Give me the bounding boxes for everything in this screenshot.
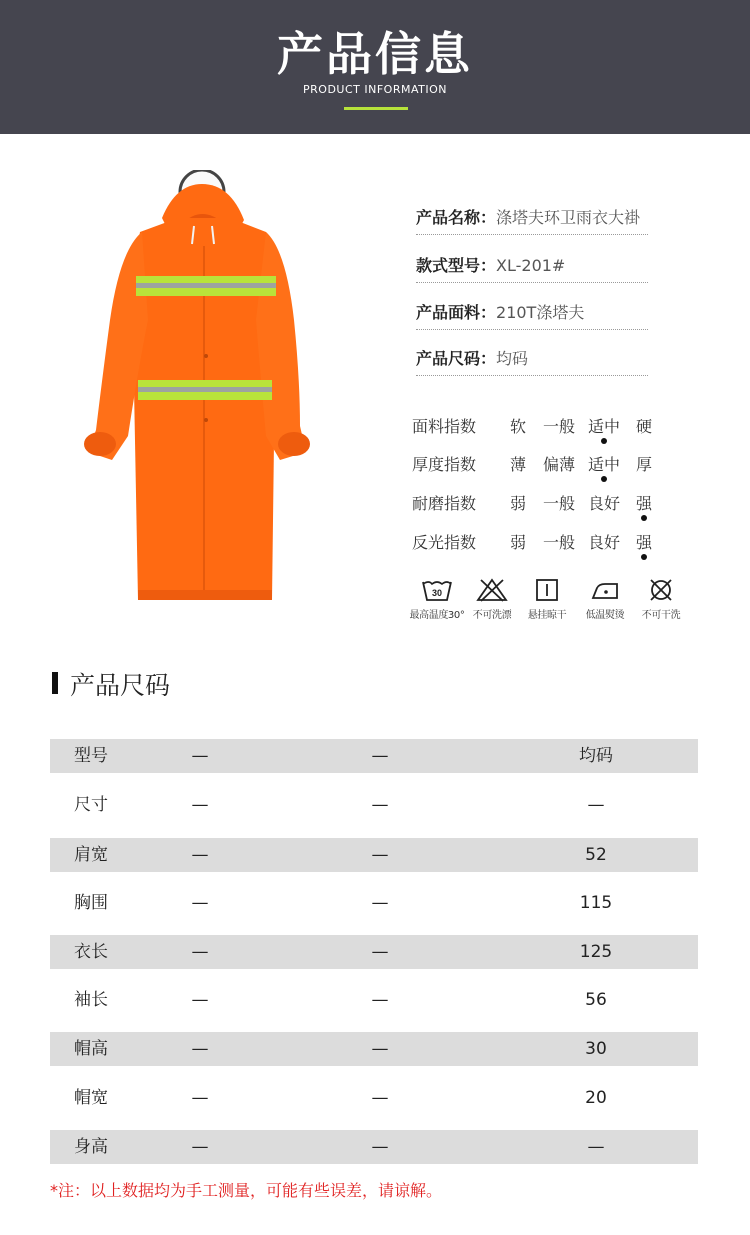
info-value: 均码 bbox=[496, 349, 529, 368]
cell: — bbox=[191, 795, 209, 815]
no-dry-clean-icon bbox=[645, 578, 677, 602]
page-subtitle: PRODUCT INFORMATION bbox=[303, 83, 447, 96]
table-row bbox=[50, 983, 698, 1017]
row-name: 衣长 bbox=[74, 942, 108, 962]
cell: — bbox=[371, 990, 389, 1010]
info-value: XL-201# bbox=[496, 256, 566, 275]
info-row-size bbox=[416, 346, 648, 376]
cell: — bbox=[371, 845, 389, 865]
info-label: 产品面料： bbox=[416, 303, 497, 322]
index-row-reflectivity bbox=[412, 530, 672, 556]
section-title-bar bbox=[52, 672, 58, 694]
cell: — bbox=[371, 746, 389, 766]
cell: — bbox=[191, 746, 209, 766]
cell: — bbox=[371, 1039, 389, 1059]
table-row bbox=[50, 838, 698, 872]
wash-temp-text: 30 bbox=[431, 588, 443, 598]
cell: — bbox=[191, 942, 209, 962]
cell: 56 bbox=[585, 990, 607, 1010]
index-option: 一般 bbox=[542, 533, 575, 552]
cell: — bbox=[371, 893, 389, 913]
index-selected-dot bbox=[641, 554, 647, 560]
care-label: 低温熨烫 bbox=[585, 610, 625, 621]
care-dry-clean bbox=[623, 578, 699, 621]
table-row bbox=[50, 886, 698, 920]
cell: 20 bbox=[585, 1088, 607, 1108]
row-name: 身高 bbox=[74, 1137, 108, 1157]
cell: 52 bbox=[585, 845, 607, 865]
cell: — bbox=[191, 845, 209, 865]
index-option: 硬 bbox=[635, 417, 652, 436]
index-label: 厚度指数 bbox=[412, 455, 477, 474]
no-bleach-icon bbox=[476, 578, 508, 602]
index-selected-dot bbox=[601, 476, 607, 482]
cell: 均码 bbox=[579, 746, 613, 766]
row-name: 胸围 bbox=[74, 893, 108, 913]
cell: — bbox=[371, 1088, 389, 1108]
table-row bbox=[50, 1130, 698, 1164]
index-row-softness bbox=[412, 414, 672, 440]
care-label: 悬挂晾干 bbox=[527, 610, 567, 621]
size-section-title: 产品尺码 bbox=[70, 671, 171, 700]
index-option: 薄 bbox=[509, 455, 526, 474]
index-option: 弱 bbox=[509, 533, 526, 552]
row-name: 型号 bbox=[74, 746, 108, 766]
index-option: 弱 bbox=[509, 494, 526, 513]
cell: — bbox=[371, 795, 389, 815]
info-value: 210T涤塔夫 bbox=[496, 303, 585, 322]
table-row bbox=[50, 788, 698, 822]
row-name: 袖长 bbox=[74, 990, 108, 1010]
cell: 30 bbox=[585, 1039, 607, 1059]
row-name: 尺寸 bbox=[74, 795, 108, 815]
index-label: 耐磨指数 bbox=[412, 494, 477, 513]
info-label: 产品尺码： bbox=[416, 349, 497, 368]
info-label: 款式型号： bbox=[416, 256, 497, 275]
index-option: 适中 bbox=[587, 455, 620, 474]
index-label: 反光指数 bbox=[412, 533, 477, 552]
cell: — bbox=[191, 1088, 209, 1108]
low-iron-icon bbox=[589, 578, 621, 602]
cell: 125 bbox=[579, 942, 613, 962]
measurement-note: *注：以上数据均为手工测量，可能有些误差，请谅解。 bbox=[50, 1181, 443, 1200]
row-name: 帽高 bbox=[74, 1039, 108, 1059]
row-name: 帽宽 bbox=[74, 1088, 108, 1108]
index-option: 强 bbox=[635, 494, 652, 513]
cell: — bbox=[587, 795, 605, 815]
info-value: 涤塔夫环卫雨衣大褂 bbox=[496, 208, 641, 227]
table-row bbox=[50, 1081, 698, 1115]
info-row-fabric bbox=[416, 300, 648, 330]
wash-30-icon bbox=[421, 578, 453, 602]
index-option: 厚 bbox=[635, 455, 652, 474]
index-row-abrasion bbox=[412, 491, 672, 517]
index-option: 一般 bbox=[542, 494, 575, 513]
page-title: 产品信息 bbox=[277, 27, 473, 81]
index-option: 偏薄 bbox=[542, 455, 575, 474]
table-row bbox=[50, 739, 698, 773]
cell: — bbox=[191, 990, 209, 1010]
info-label: 产品名称： bbox=[416, 208, 497, 227]
row-name: 肩宽 bbox=[74, 845, 108, 865]
index-option: 良好 bbox=[587, 494, 620, 513]
index-option: 适中 bbox=[587, 417, 620, 436]
care-label: 不可洗漂 bbox=[472, 610, 512, 621]
hang-dry-icon bbox=[531, 578, 563, 602]
cell: — bbox=[371, 942, 389, 962]
cell: — bbox=[191, 1137, 209, 1157]
care-label: 不可干洗 bbox=[641, 610, 681, 621]
care-label: 最高温度30° bbox=[409, 610, 465, 621]
table-row bbox=[50, 935, 698, 969]
cell: 115 bbox=[579, 893, 613, 913]
cell: — bbox=[587, 1137, 605, 1157]
cell: — bbox=[191, 893, 209, 913]
cell: — bbox=[371, 1137, 389, 1157]
product-image bbox=[80, 170, 312, 608]
index-option: 一般 bbox=[542, 417, 575, 436]
index-option: 软 bbox=[509, 417, 526, 436]
index-selected-dot bbox=[601, 438, 607, 444]
index-row-thickness bbox=[412, 452, 672, 478]
index-selected-dot bbox=[641, 515, 647, 521]
index-option: 强 bbox=[635, 533, 652, 552]
accent-divider bbox=[344, 107, 408, 110]
index-option: 良好 bbox=[587, 533, 620, 552]
table-row bbox=[50, 1032, 698, 1066]
cell: — bbox=[191, 1039, 209, 1059]
info-row-name bbox=[416, 205, 648, 235]
page-header bbox=[0, 0, 750, 134]
index-label: 面料指数 bbox=[412, 417, 477, 436]
info-row-model bbox=[416, 253, 648, 283]
